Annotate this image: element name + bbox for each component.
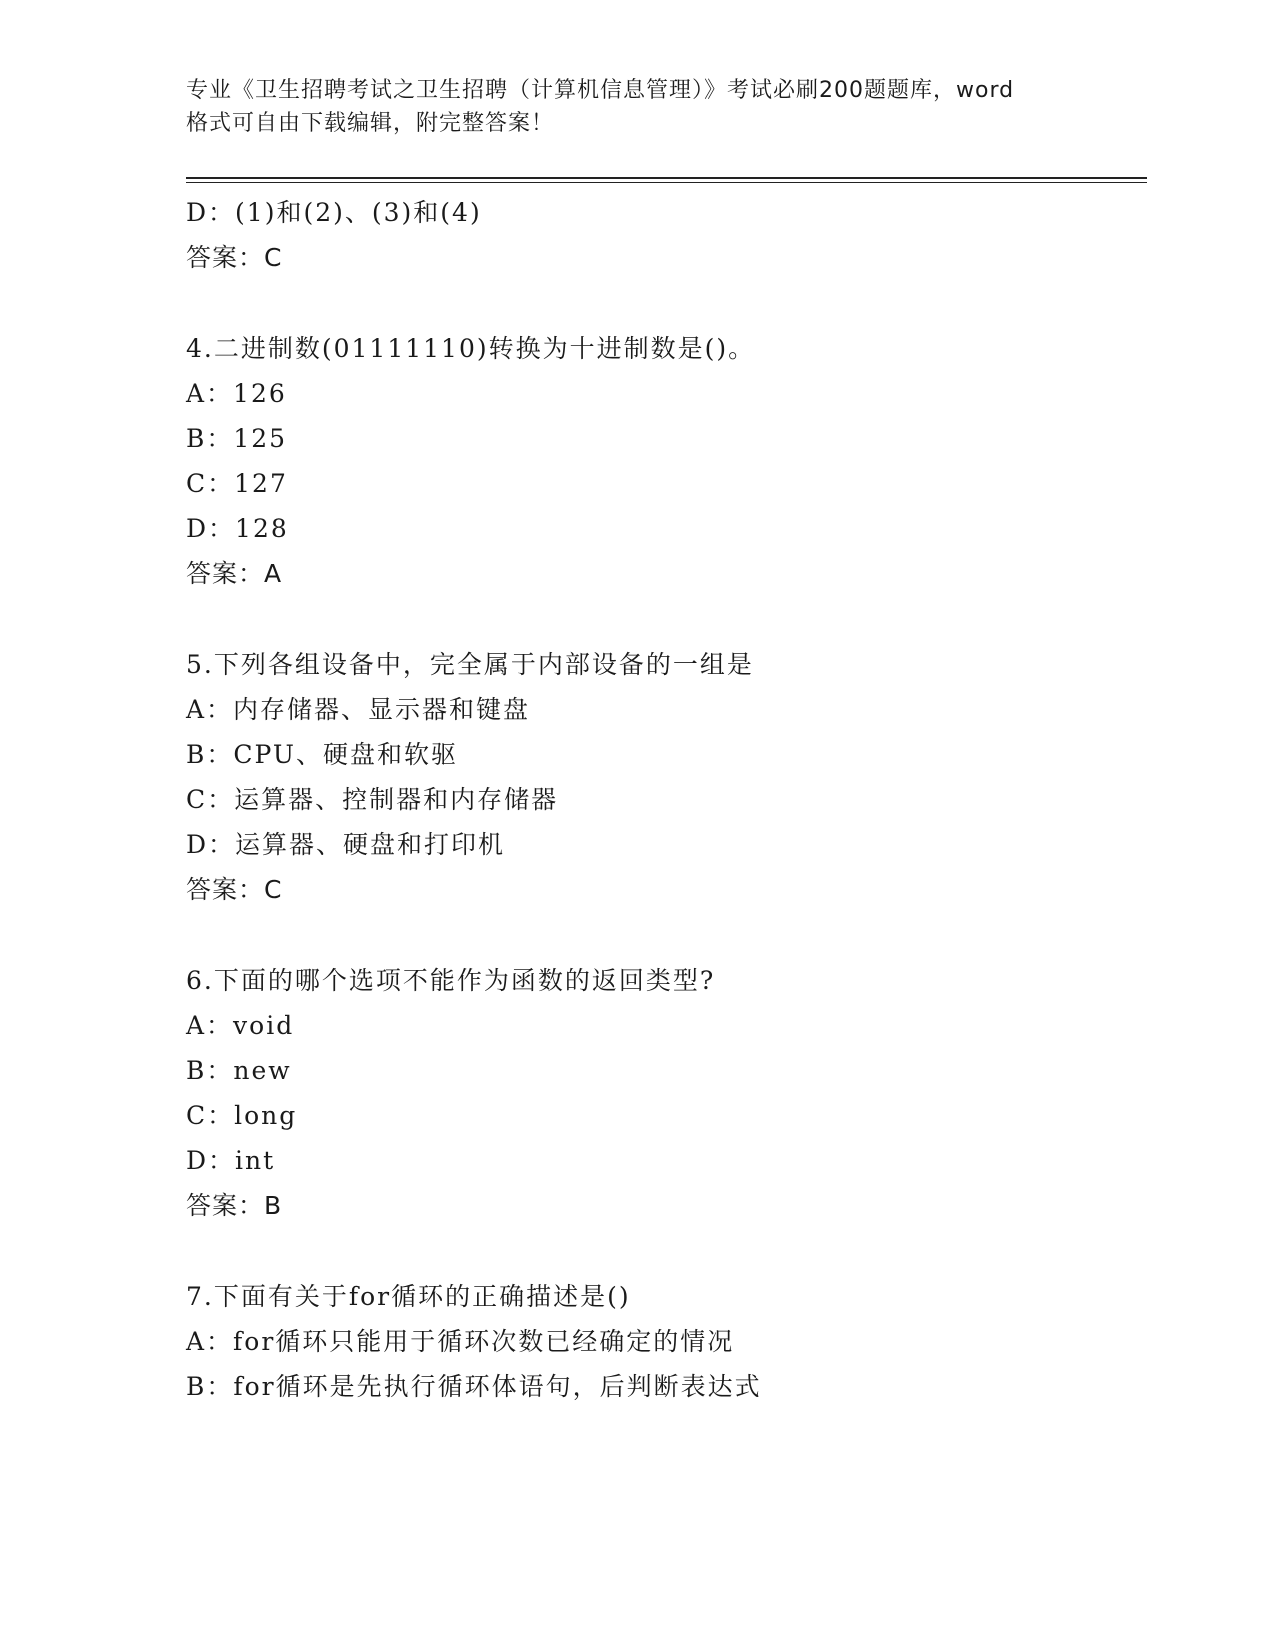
question-list xyxy=(186,190,1146,1409)
header-title-line-1: 专业《卫生招聘考试之卫生招聘（计算机信息管理）》考试必刷200题题库，word xyxy=(186,78,1015,103)
header-divider-thick xyxy=(186,177,1147,179)
question-spacer xyxy=(186,1228,1146,1274)
option-d: D：运算器、硬盘和打印机 xyxy=(186,830,506,859)
question-3-fragment xyxy=(186,190,1146,280)
option-b: B：CPU、硬盘和软驱 xyxy=(186,740,458,769)
answer-line: 答案：A xyxy=(186,559,283,588)
question-5 xyxy=(186,642,1146,912)
question-spacer xyxy=(186,596,1146,642)
option-d: D：128 xyxy=(186,514,289,543)
header-divider-thin xyxy=(186,182,1147,183)
option-c: C：127 xyxy=(186,469,288,498)
question-spacer xyxy=(186,280,1146,326)
question-stem: 4.二进制数(01111110)转换为十进制数是()。 xyxy=(186,334,756,363)
option-a: A：126 xyxy=(186,379,287,408)
answer-line: 答案：C xyxy=(186,243,283,272)
option-a: A：for循环只能用于循环次数已经确定的情况 xyxy=(186,1327,735,1356)
header-title-line-2: 格式可自由下载编辑，附完整答案！ xyxy=(186,111,555,136)
option-c: C：运算器、控制器和内存储器 xyxy=(186,785,559,814)
answer-line: 答案：C xyxy=(186,875,283,904)
question-7 xyxy=(186,1274,1146,1409)
question-6 xyxy=(186,958,1146,1228)
question-stem: 6.下面的哪个选项不能作为函数的返回类型? xyxy=(186,966,716,995)
question-spacer xyxy=(186,912,1146,958)
option-d: D：(1)和(2)、(3)和(4) xyxy=(186,198,482,227)
option-a: A：void xyxy=(186,1011,295,1040)
option-b: B：new xyxy=(186,1056,292,1085)
question-stem: 7.下面有关于for循环的正确描述是() xyxy=(186,1282,631,1311)
document-header xyxy=(186,74,1086,140)
option-b: B：for循环是先执行循环体语句，后判断表达式 xyxy=(186,1372,762,1401)
option-d: D：int xyxy=(186,1146,276,1175)
question-stem: 5.下列各组设备中，完全属于内部设备的一组是 xyxy=(186,650,754,679)
question-4 xyxy=(186,326,1146,596)
option-c: C：long xyxy=(186,1101,298,1130)
answer-line: 答案：B xyxy=(186,1191,283,1220)
option-b: B：125 xyxy=(186,424,288,453)
option-a: A：内存储器、显示器和键盘 xyxy=(186,695,531,724)
